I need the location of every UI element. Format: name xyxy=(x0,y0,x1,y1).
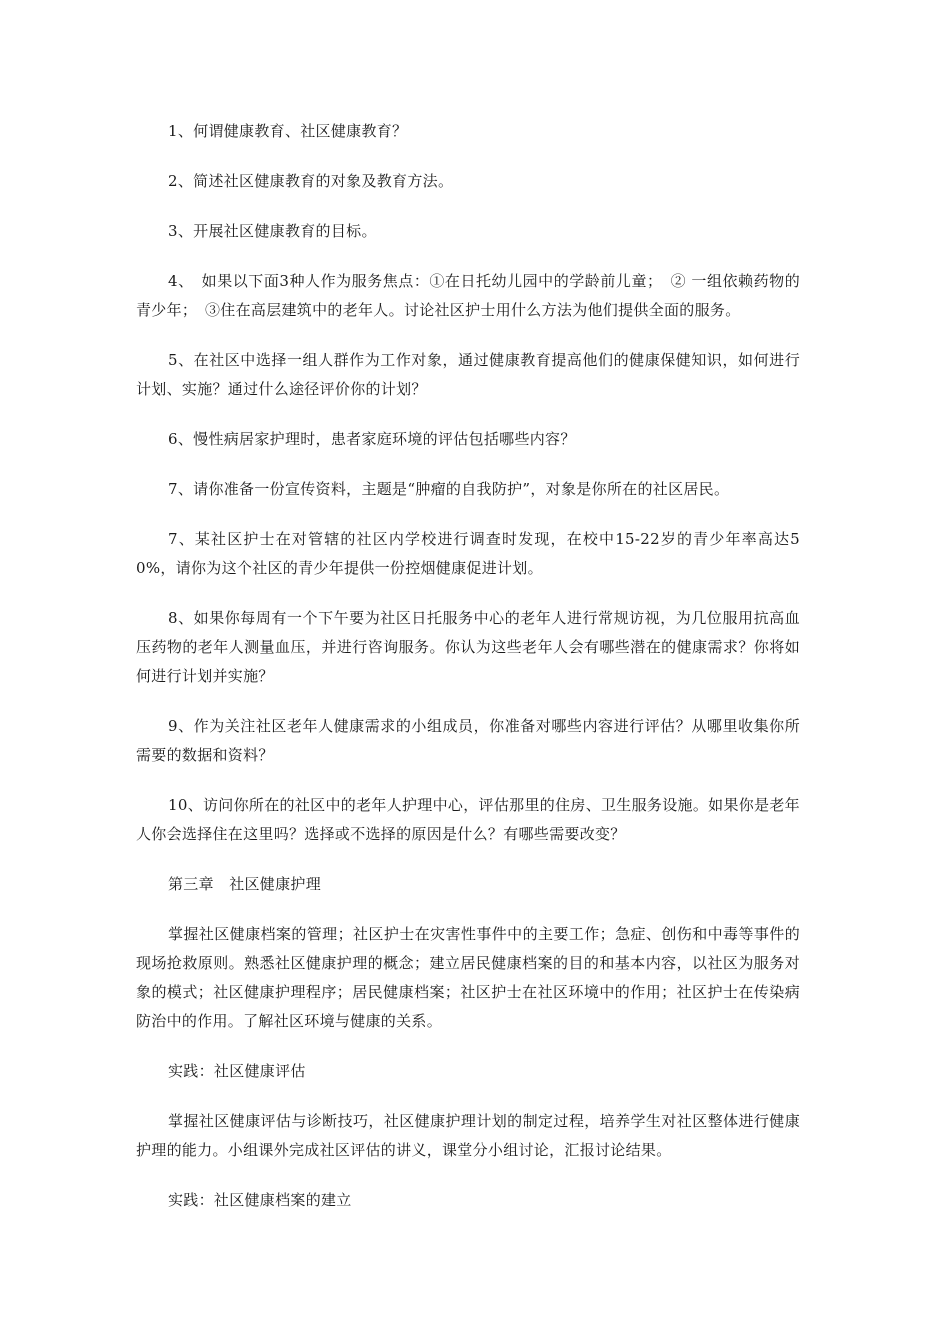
question-4: 4、 如果以下面3种人作为服务焦点：①在日托幼儿园中的学龄前儿童； ② 一组依赖药物的青少年； ③住在高层建筑中的老年人。讨论社区护士用什么方法为他们提供全面的服务。 xyxy=(136,272,800,319)
question-1: 1、何谓健康教育、社区健康教育？ xyxy=(168,122,408,140)
question-7b: 7、某社区护士在对管辖的社区内学校进行调查时发现，在校中15-22岁的青少年率高达50%，请你为这个社区的青少年提供一份控烟健康促进计划。 xyxy=(136,530,800,577)
chapter-objectives: 掌握社区健康档案的管理；社区护士在灾害性事件中的主要工作；急症、创伤和中毒等事件的现场抢救原则。熟悉社区健康护理的概念；建立居民健康档案的目的和基本内容，以社区为服务对象的模式；社区健康护理程序；居民健康档案；社区护士在社区环境中的作用；社区护士在传染病防治中的作用。了解社区环境与健康的关系。 xyxy=(136,925,800,1030)
question-5: 5、在社区中选择一组人群作为工作对象，通过健康教育提高他们的健康保健知识，如何进行计划、实施？通过什么途径评价你的计划？ xyxy=(136,351,800,398)
practice-heading-records: 实践：社区健康档案的建立 xyxy=(168,1191,352,1209)
question-6: 6、慢性病居家护理时，患者家庭环境的评估包括哪些内容？ xyxy=(168,430,576,448)
question-3: 3、开展社区健康教育的目标。 xyxy=(168,222,377,240)
question-2: 2、简述社区健康教育的对象及教育方法。 xyxy=(168,172,454,190)
document-body xyxy=(136,117,800,1236)
question-9: 9、作为关注社区老年人健康需求的小组成员，你准备对哪些内容进行评估？从哪里收集你所需要的数据和资料？ xyxy=(136,717,800,764)
question-8: 8、如果你每周有一个下午要为社区日托服务中心的老年人进行常规访视，为几位服用抗高血压药物的老年人测量血压，并进行咨询服务。你认为这些老年人会有哪些潜在的健康需求？你将如何进行计划并实施？ xyxy=(136,609,800,685)
question-10: 10、访问你所在的社区中的老年人护理中心，评估那里的住房、卫生服务设施。如果你是老年人你会选择住在这里吗？选择或不选择的原因是什么？有哪些需要改变？ xyxy=(136,796,800,843)
question-7a: 7、请你准备一份宣传资料，主题是“肿瘤的自我防护”，对象是你所在的社区居民。 xyxy=(168,480,730,498)
practice-heading-assessment: 实践：社区健康评估 xyxy=(168,1062,306,1080)
chapter-heading: 第三章 社区健康护理 xyxy=(168,875,322,893)
practice-assessment-text: 掌握社区健康评估与诊断技巧，社区健康护理计划的制定过程，培养学生对社区整体进行健康护理的能力。小组课外完成社区评估的讲义，课堂分小组讨论，汇报讨论结果。 xyxy=(136,1112,800,1159)
